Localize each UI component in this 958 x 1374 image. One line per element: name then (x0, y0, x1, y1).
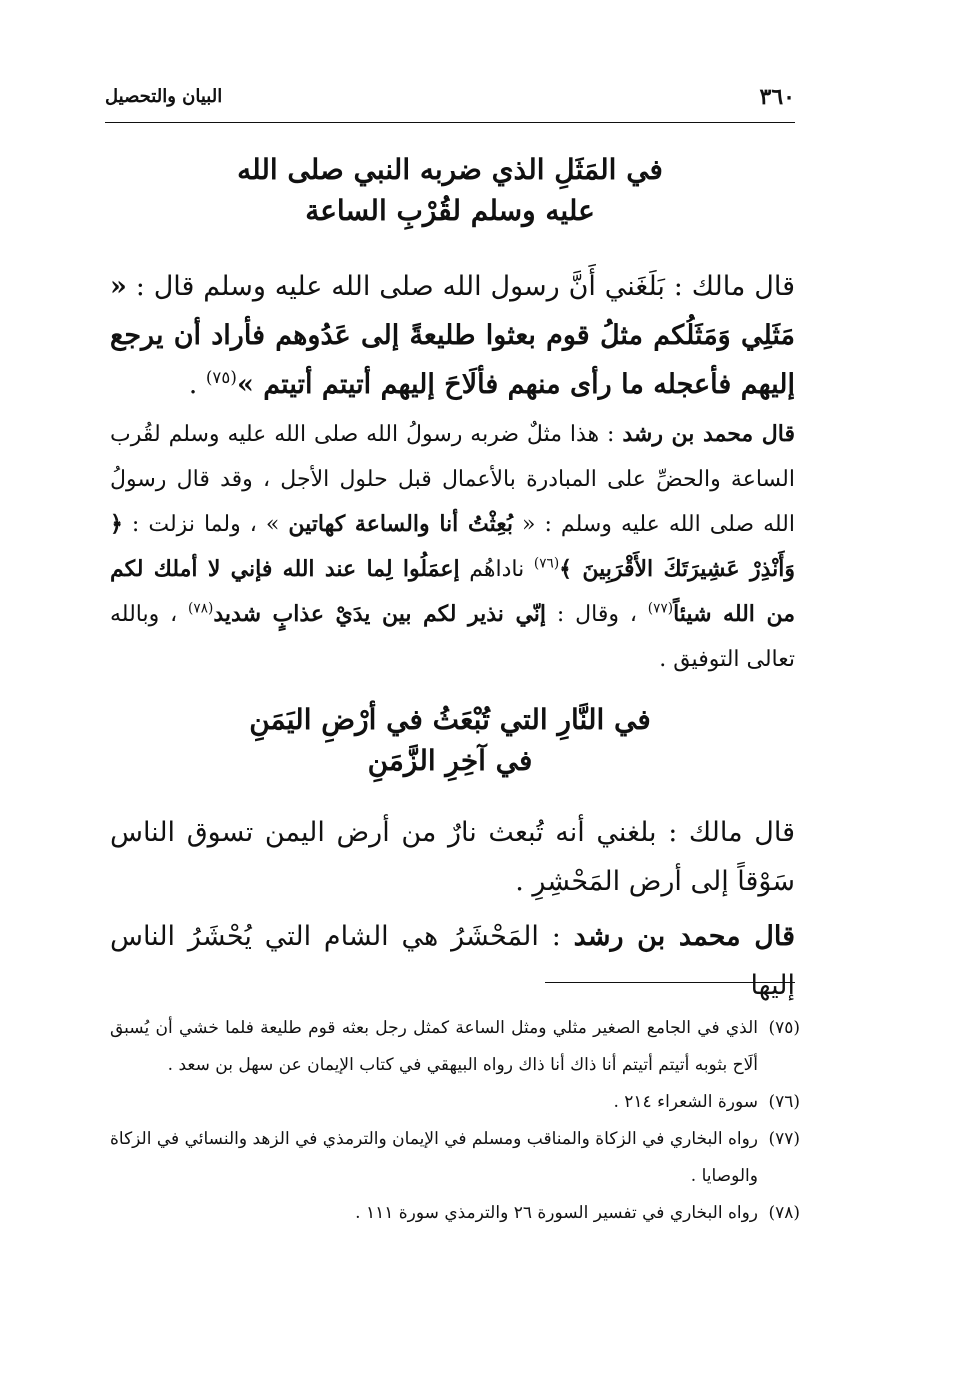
footnote-separator (545, 982, 795, 983)
paragraph-ibn-rushd-2 (110, 912, 795, 1010)
quran-verse: ﴿ وَأَنْذِرْ عَشِيرَتَكَ الأَقْرَبِينَ ﴾ (110, 511, 795, 582)
page-header (105, 84, 795, 123)
commentary-text-2: : المَحْشَرُ هي الشام التي يُحْشَرُ الناس إليها (110, 921, 795, 1001)
footnotes (110, 1010, 800, 1232)
footnote-text: سورة الشعراء ٢١٤ . (613, 1092, 758, 1112)
speaker-label: قال محمد بن رشد (622, 421, 795, 447)
footnote-number: (٧٧) (768, 1129, 800, 1149)
footnote-text: رواه البخاري في الزكاة والمناقب ومسلم في الإيمان والترمذي في الزهد والنسائي في الزكاة والوصايا . (110, 1129, 758, 1186)
paragraph-end: . (188, 369, 206, 400)
section-heading-2-line-2: في آخِرِ الزَّمَنِ (367, 743, 533, 777)
hadith-text: بُعِثْتُ أنا والساعة كهاتين (288, 511, 513, 537)
hadith-text-3: إنّي نذير لكم بين يدَيْ عذابٍ شديد (213, 601, 547, 627)
footnote-ref-75: (٧٥) (205, 367, 237, 387)
commentary-text-d: ، وقال : (546, 602, 648, 627)
hadith-quote: « مَثَلِي وَمَثَلُكم مثلُ قوم بعثوا طليعةً إلى عَدُوهم فأراد أن يرجع إليهم فأعجله ما رأى منهم فألَاحَ إليهم أتيتم أتيتم » (110, 271, 795, 400)
page-number: ٣٦٠ (759, 84, 795, 110)
footnote-ref-78: (٧٨) (188, 600, 214, 617)
section-heading-1-line-1: في المَثَلِ الذي ضربه النبي صلى الله (237, 153, 663, 186)
commentary-text-c: ناداهُم (459, 557, 534, 582)
paragraph-intro: قال مالك : بَلَغَني أَنَّ رسول الله صلى الله عليه وسلم قال : (126, 271, 795, 302)
commentary-text-b: » ، ولما نزلت : (122, 512, 289, 537)
footnote-77 (110, 1121, 800, 1195)
footnote-78 (110, 1195, 800, 1232)
paragraph-malik-2: قال مالك : بلغني أنه تُبعث نارٌ من أرض اليمن تسوق الناس سَوْقاً إلى أرض المَحْشِرِ . (110, 817, 795, 897)
paragraph-malik-1 (110, 262, 795, 409)
section-heading-1-line-2: عليه وسلم لقُرْبِ الساعة (305, 193, 595, 227)
footnote-number: (٧٨) (768, 1203, 800, 1223)
commentary-text-e: ، وبالله تعالى التوفيق . (110, 602, 795, 672)
footnote-ref-77: (٧٧) (647, 600, 674, 617)
section-heading-1 (110, 150, 790, 231)
speaker-label-2: قال محمد بن رشد (573, 921, 795, 952)
footnote-76 (110, 1084, 800, 1121)
footnote-text: الذي في الجامع الصغير مثلي ومثل الساعة كمثل رجل بعثه قوم طليعة فلما خشي أن يُسبق ألَاح بثوبه أتيتم أتيتم أنا ذاك أنا ذاك رواه البيهقي في كتاب الإيمان عن سهل بن سعد . (110, 1018, 758, 1075)
commentary-text-a: : هذا مثلٌ ضربه رسولُ الله صلى الله عليه وسلم لقُرب الساعة والحضِّ على المبادرة بالأعمال قبل حلول الأجل ، وقد قال رسولُ الله صلى الله عليه وسلم : « (110, 422, 795, 537)
footnote-ref-76: (٧٦) (533, 555, 560, 572)
footnote-75 (110, 1010, 800, 1084)
section-heading-2-line-1: في النَّارِ التي تُبْعَثُ في أرْضِ اليَمَنِ (249, 703, 651, 736)
hadith-text-2: إعمَلُوا لِما عند الله فإني لا أملك لكم من الله شيئاً (110, 556, 795, 627)
footnote-number: (٧٦) (768, 1092, 800, 1112)
footnote-number: (٧٥) (768, 1018, 800, 1038)
running-title: البيان والتحصيل (105, 86, 223, 107)
paragraph-ibn-rushd-1 (110, 412, 795, 682)
section-heading-2 (110, 700, 790, 781)
footnote-text: رواه البخاري في تفسير السورة ٢٦ والترمذي سورة ١١١ . (355, 1203, 758, 1223)
